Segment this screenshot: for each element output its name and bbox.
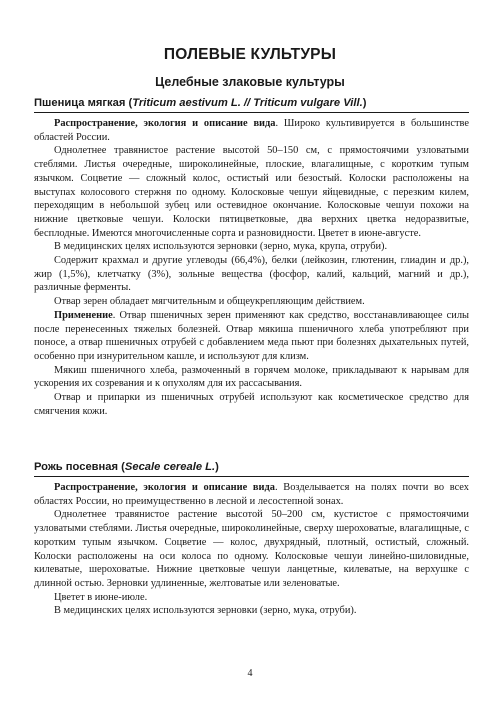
page-number: 4 (247, 668, 253, 679)
paragraph-text: Содержит крахмал и другие углеводы (66,4%), белки (лейкозин, глютенин, глиадин и др.), жир (1,5%), клетчатку (3%), зольные вещества (фосфор, калий, кальций, магний и др.), различные ферменты. (34, 255, 469, 294)
paragraph (34, 117, 469, 144)
paragraph-text: Отвар зерен обладает мягчительным и общеукрепляющим действием. (54, 296, 365, 308)
species-latin-name: Triticum aestivum L. // Triticum vulgare Vill. (132, 97, 363, 109)
species-name: Рожь посевная (34, 461, 119, 473)
paragraph-lead: Применение (54, 309, 113, 321)
paragraph (34, 240, 469, 254)
heading-underline (34, 476, 469, 477)
paragraph-lead: Распространение, экология и описание вида (54, 482, 275, 493)
paragraph (34, 254, 469, 295)
paragraph-lead: Распространение, экология и описание вида (54, 118, 276, 129)
chapter-title: ПОЛЕВЫЕ КУЛЬТУРЫ (163, 46, 337, 63)
paragraph (34, 309, 469, 364)
paragraph-text: . Отвар пшеничных зерен применяют как средство, восстанавливающее силы после перенесенных тяжелых болезней. Отвар мякиша пшеничного хлеба употребляют при поносе, а отвар пшеничных отрубей с добавлением меда пьют при болезнях дыхательных путей, особенно при изнурительном кашле, и используют для клизм. (34, 309, 469, 362)
paragraph-text: Цветет в июне-июле. (54, 591, 148, 603)
paragraph-text: . Широко культивируется в большинстве областей России. (34, 118, 469, 143)
paragraph-text: Однолетнее травянистое растение высотой 50–150 см, с прямостоячими узловатыми стеблями. Листья очередные, широколинейные, плоские, влагалищные, с коротким тупым язычком. Соцветие — сложный колос, остистый или безостый. Колоски расположены на выступах колосового стержня по одному. Колосковые чешуи яйцевидные, с перезким килем, переходящим в небольшой зубец или остевидное окончание. Колосковые чешуи похожи на нижние цветковые чешуи. Колоски пятицветковые, два верхних цветка недоразвитые, бесплодные. Имеются многочисленные сорта и разновидности. Цветет в июне-августе. (34, 145, 469, 239)
section-title: Целебные злаковые культуры (155, 75, 345, 89)
paragraph-text: В медицинских целях используются зерновки (зерно, мука, крупа, отруби). (54, 241, 388, 253)
paragraph (34, 364, 469, 391)
paragraph (34, 481, 469, 508)
paragraph-text: Однолетнее травянистое растение высотой 50–200 см, кустистое с прямостоячими узловатыми стеблями. Листья очередные, широколинейные, сверху шероховатые, влагалищные, с коротким тупым язычком. Соцветие — колос, двухрядный, плотный, остистый, сложный. Колоски расположены на оси колоса по одному. Колосковые чешуи линейно-шиловидные, килеватые, шероховатые. Нижние цветковые чешуи ланцетные, килеватые, на верхушке с длинной остью. Зерновки удлиненные, желтоватые или зеленоватые. (34, 509, 469, 589)
species-latin-name: Secale cereale L. (124, 461, 216, 473)
paragraph-text: . Возделывается на полях почти во всех областях России, но преимущественно в лесной и лесостепной зонах. (34, 482, 469, 507)
paragraph (34, 591, 469, 605)
paragraph (34, 604, 469, 618)
heading-underline (34, 112, 469, 113)
paragraph (34, 391, 469, 418)
species-text-rye (34, 481, 469, 618)
paragraph-text: В медицинских целях используются зерновки (зерно, мука, отруби). (54, 605, 357, 617)
species-name: Пшеница мягкая (34, 97, 126, 109)
paragraph (34, 144, 469, 240)
species-heading-rye: Рожь посевная (Secale cereale L.) (34, 461, 219, 473)
paragraph-text: Мякиш пшеничного хлеба, размоченный в горячем молоке, прикладывают к нарывам для ускорения их созревания и к опухолям для их рассасывания. (34, 364, 469, 390)
paragraph (34, 295, 469, 309)
paragraph (34, 508, 469, 590)
paragraph-text: Отвар и припарки из пшеничных отрубей используют как косметическое средство для смягчения кожи. (34, 392, 469, 417)
species-text-wheat (34, 117, 469, 418)
species-heading-wheat: Пшеница мягкая (Triticum aestivum L. // Triticum vulgare Vill.) (34, 97, 367, 109)
